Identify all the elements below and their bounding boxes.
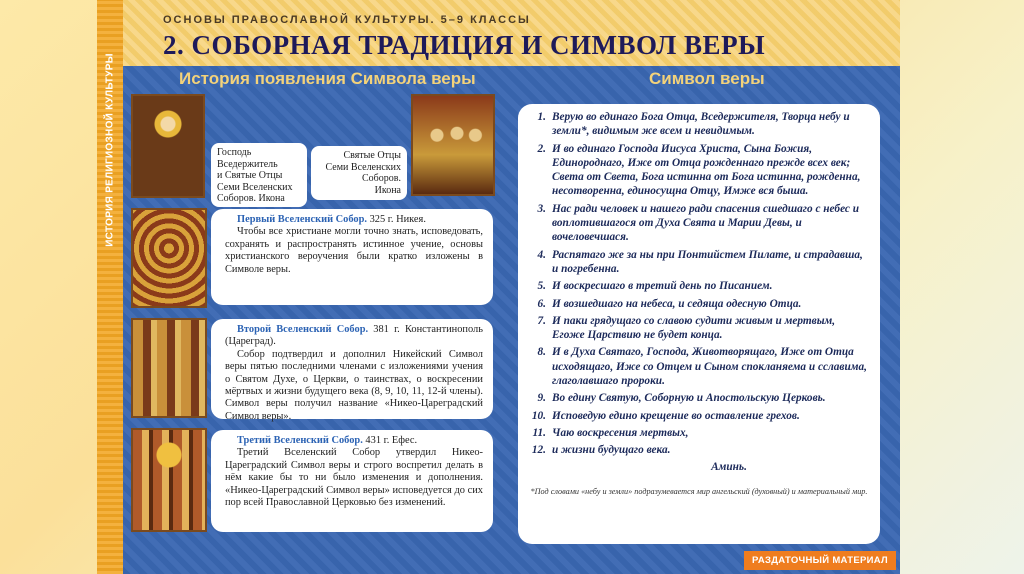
poster [97,0,900,574]
creed-item: 3. Нас ради человек и нашего ради спасения сшедшаго с небес и воплотившагося от Духа Свята и Марии Девы, и вочеловечшася. [537,202,860,244]
icon-caption-2: Святые Отцы Семи Вселенских Соборов. Икона [311,146,407,200]
header-band [123,0,900,66]
right-section-heading: Символ веры [649,69,765,88]
council-card-second: Второй Вселенский Собор. 381 г. Константинополь (Цареград). Собор подтвердил и дополнил Никейский Символ веры пятью последними членами с изложениями учения о Святом Духе, о Церкви, о таинствах, о воскресении мёртвых и жизни будущего века (8, 9, 10, 11, 12-й члены). Символ веры получил название «Никео-Цареградский Символ веры». [211,319,493,419]
side-strip [97,0,123,574]
page-title: 2. СОБОРНАЯ ТРАДИЦИЯ И СИМВОЛ ВЕРЫ [163,30,766,60]
council-card-third: Третий Вселенский Собор. 431 г. Ефес. Третий Вселенский Собор утвердил Никео-Цареградский Символ веры и строго воспретил делать в нём какие бы то ни было изменения и дополнения. «Никео-Цареградский Символ веры» исповедуется до сих пор всей Православной Церковью без изменений. [211,430,493,532]
council-card-first: Первый Вселенский Собор. 325 г. Никея. Чтобы все христиане могли точно знать, исповедовать, сохранять и распространять истинное учение, основы христианского вероучения были кратко изложены в Символе веры. [211,209,493,305]
creed-item: 5. И воскресшаго в третий день по Писанием. [537,280,773,293]
creed-item: 12. и жизни будущаго века. [531,444,671,457]
creed-item: 9. Во едину Святую, Соборную и Апостольскую Церковь. [537,392,826,405]
creed-item: 2. И во единаго Господа Иисуса Христа, Сына Божия, Единороднаго, Иже от Отца рожденнаго прежде всех век; Света от Света, Бога истинна от Бога истинна, рожденна, несотворенна, единосущна Отцу, Имже вся быша. [537,142,861,198]
creed-item: 4. Распятаго же за ны при Понтийстем Пилате, и страдавша, и погребенна. [537,248,863,275]
handout-badge: РАЗДАТОЧНЫЙ МАТЕРИАЛ [744,551,896,570]
creed-amen: Аминь. [711,460,747,473]
creed-footnote: *Под словами «небу и земли» подразумевается мир ангельский (духовный) и материальный мир. [530,486,868,496]
course-label: ОСНОВЫ ПРАВОСЛАВНОЙ КУЛЬТУРЫ. 5–9 КЛАССЫ [163,14,531,26]
icon-image-second-council [131,318,207,418]
icon-image-pantocrator [131,94,205,198]
icon-image-holy-fathers [411,94,495,196]
icon-image-first-council [131,208,207,308]
icon-image-third-council [131,428,207,532]
creed-item: 6. И возшедшаго на небеса, и седяща одесную Отца. [537,297,802,310]
creed-item: 10. Исповедую едино крещение во оставление грехов. [531,409,800,422]
side-strip-label: ИСТОРИЯ РЕЛИГИОЗНОЙ КУЛЬТУРЫ [104,53,116,247]
creed-item: 8. И в Духа Святаго, Господа, Животворящаго, Иже от Отца исходящаго, Иже со Отцем и Сыном спокланяема и сславима, глаголавшаго пророки. [537,346,867,388]
creed-item: 11. Чаю воскресения мертвых, [532,426,689,439]
creed-panel [518,104,880,544]
creed-list [528,110,870,458]
creed-item: 1. Верую во единаго Бога Отца, Вседержителя, Творца небу и земли*, видимым же всем и невидимым. [537,111,850,138]
left-section-heading: История появления Символа веры [179,69,476,88]
icon-caption-1: Господь Вседержитель и Святые Отцы Семи Вселенских Соборов. Икона [211,143,307,207]
creed-item: 7. И паки грядущаго со славою судити живым и мертвым, Егоже Царствию не будет конца. [537,314,836,342]
